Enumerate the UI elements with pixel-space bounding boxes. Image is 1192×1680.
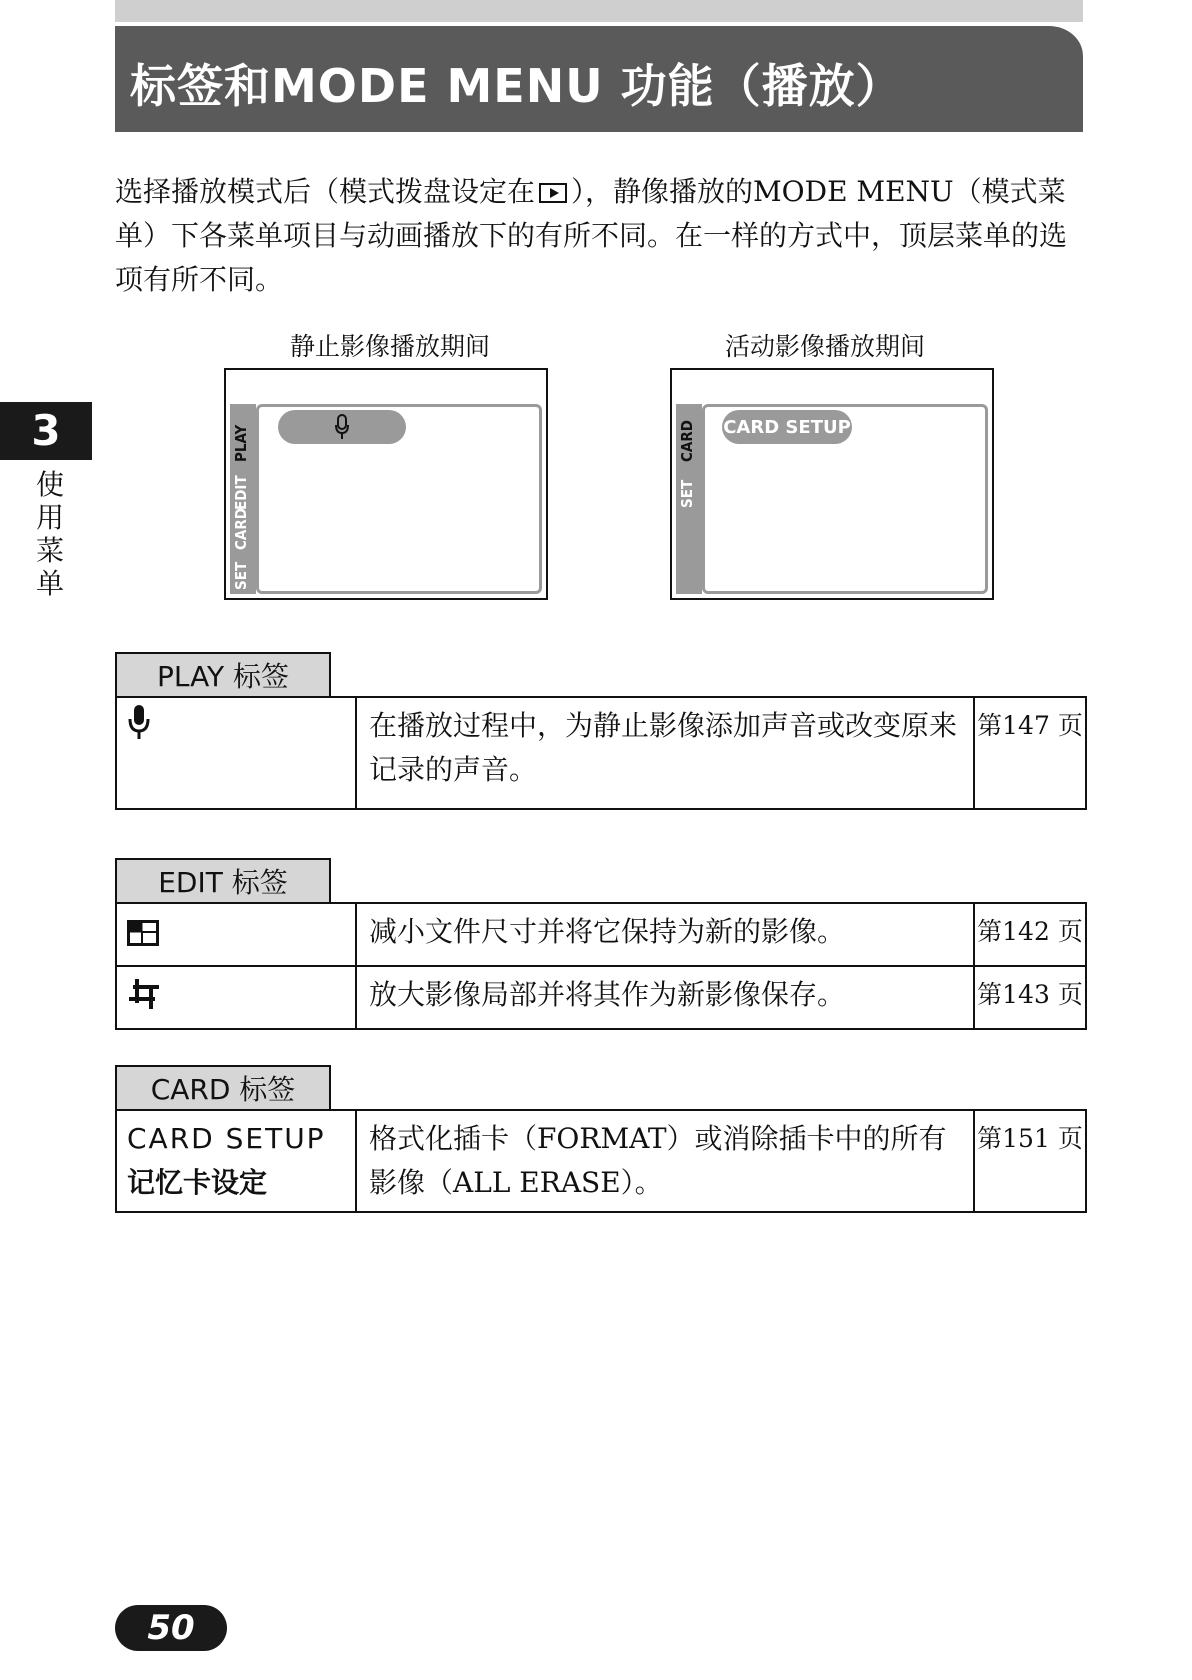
- play-tab-label: PLAY 标签: [115, 652, 331, 696]
- tab-set: SET: [678, 479, 696, 508]
- tab-play: PLAY: [232, 424, 250, 462]
- crop-icon: [127, 979, 161, 1009]
- title-top-strip: [115, 0, 1083, 22]
- table-row: [116, 903, 1086, 966]
- edit-menu-table: [115, 902, 1087, 1030]
- table-row: [116, 1110, 1086, 1212]
- microphone-icon: [127, 704, 151, 740]
- chapter-label: 使用菜单: [36, 468, 65, 600]
- chapter-number: 3: [31, 406, 61, 455]
- menu-item-name-en: CARD SETUP: [127, 1122, 326, 1155]
- menu-item-page-ref: 第143 页: [974, 966, 1086, 1029]
- menu-item-description: 在播放过程中，为静止影像添加声音或改变原来记录的声音。: [356, 697, 974, 809]
- menu-item-icon-cell: [116, 903, 356, 966]
- resize-icon: [127, 920, 159, 946]
- edit-tab-label: EDIT 标签: [115, 858, 331, 902]
- still-playback-caption: 静止影像播放期间: [290, 332, 491, 361]
- card-menu-table: [115, 1109, 1087, 1213]
- menu-item-description: 格式化插卡（FORMAT）或消除插卡中的所有影像（ALL ERASE）。: [356, 1110, 974, 1212]
- tab-edit: EDIT: [232, 475, 250, 510]
- microphone-icon: [334, 414, 350, 440]
- menu-item-icon-cell: [116, 966, 356, 1029]
- menu-item-description: 放大影像局部并将其作为新影像保存。: [356, 966, 974, 1029]
- menu-item-name-cn: 记忆卡设定: [127, 1166, 268, 1199]
- play-menu-table: [115, 696, 1087, 810]
- tab-card: CARD: [232, 508, 250, 550]
- intro-paragraph: [115, 170, 1083, 302]
- menu-item-page-ref: 第151 页: [974, 1110, 1086, 1212]
- table-row: [116, 697, 1086, 809]
- movie-playback-screen: [670, 368, 994, 600]
- menu-item-name-cell: [116, 1110, 356, 1212]
- still-playback-screen: [224, 368, 548, 600]
- tab-card: CARD: [678, 420, 696, 462]
- menu-item-page-ref: 第147 页: [974, 697, 1086, 809]
- intro-text-part2: ），静像播放的MODE MENU（模式菜单）下各菜单项目与动画播放下的有所不同。在一样的方式中，顶层菜单的选项有所不同。: [115, 175, 1068, 296]
- intro-text-part1: 选择播放模式后（模式拨盘设定在: [115, 175, 536, 208]
- card-setup-pill: CARD SETUP: [722, 410, 852, 444]
- page-title: 标签和MODE MENU 功能（播放）: [130, 59, 903, 113]
- page-number: 50: [115, 1605, 227, 1651]
- sound-option-pill: [278, 410, 406, 444]
- movie-playback-caption: 活动影像播放期间: [725, 332, 926, 361]
- table-row: [116, 966, 1086, 1029]
- tab-set: SET: [232, 561, 250, 590]
- menu-item-page-ref: 第142 页: [974, 903, 1086, 966]
- card-tab-label: CARD 标签: [115, 1065, 331, 1109]
- playback-mode-icon: [539, 183, 567, 203]
- menu-item-description: 减小文件尺寸并将它保持为新的影像。: [356, 903, 974, 966]
- menu-item-icon-cell: [116, 697, 356, 809]
